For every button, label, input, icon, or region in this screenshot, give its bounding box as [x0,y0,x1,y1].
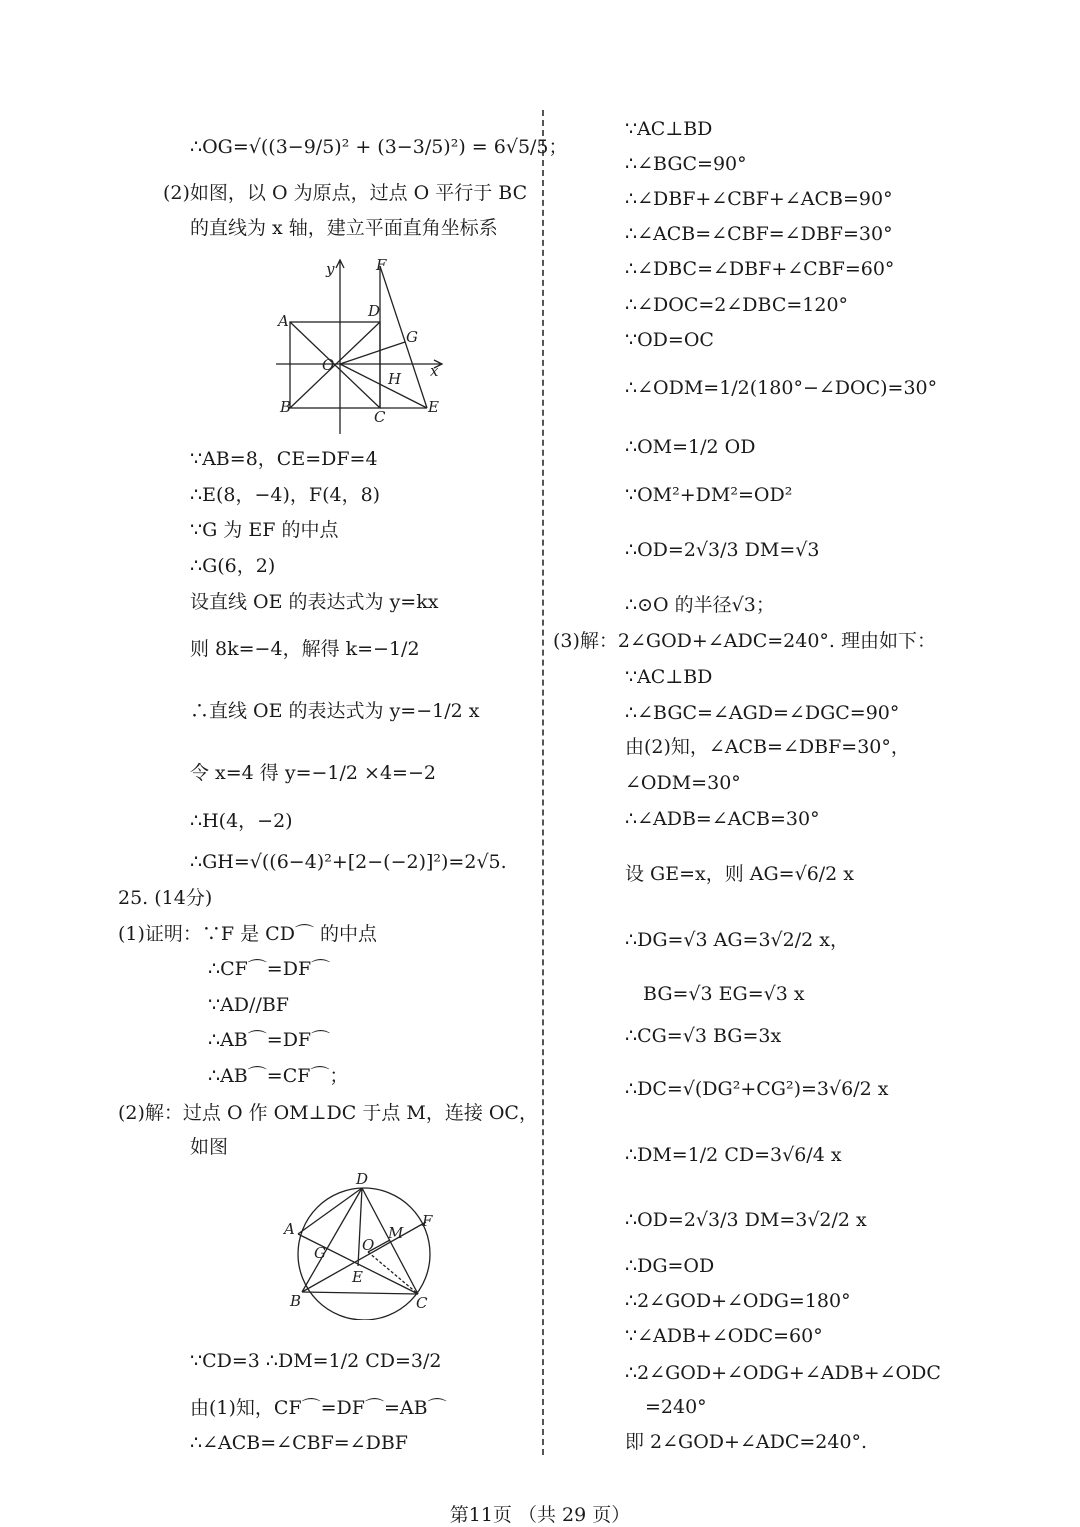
text-line: ∴CF⌒=DF⌒ [208,958,331,980]
text-line: ∴DC=√(DG²+CG²)=3√6/2 x [625,1078,889,1100]
text-line: ∴2∠GOD+∠ODG+∠ADB+∠ODC [625,1362,941,1384]
text-line: ∴CG=√3 BG=3x [625,1025,782,1047]
text-line: ∴∠DOC=2∠DBC=120° [625,294,849,316]
text-line: ∴E(8，−4)，F(4，8) [190,484,381,506]
text-line: (2)如图，以 O 为原点，过点 O 平行于 BC [163,182,528,204]
fig1-label: y [326,260,335,278]
text-line: 则 8k=−4，解得 k=−1/2 [190,638,420,660]
text-line: ∴DG=√3 AG=3√2/2 x， [625,929,850,951]
text-line: ∵AC⊥BD [625,118,713,140]
text-line: 由(1)知，CF⌒=DF⌒=AB⌒ [190,1397,447,1419]
text-line: 如图 [190,1136,229,1158]
text-line: (2)解：过点 O 作 OM⊥DC 于点 M，连接 OC， [118,1102,538,1124]
text-line: 由(2)知，∠ACB=∠DBF=30°， [625,736,910,758]
text-line: ∠ODM=30° [625,772,741,794]
text-line: ∴∠ADB=∠ACB=30° [625,808,820,830]
text-line: ∴∠DBF+∠CBF+∠ACB=90° [625,188,893,210]
text-line: ∵AB=8，CE=DF=4 [190,448,378,470]
fig2-label: C [416,1294,428,1312]
fig2-label: D [356,1170,369,1188]
fig1-label: A [278,312,289,330]
text-line: ∴∠DBC=∠DBF+∠CBF=60° [625,258,895,280]
text-line: 的直线为 x 轴，建立平面直角坐标系 [190,217,498,239]
text-line: ∴∠ODM=1/2(180°−∠DOC)=30° [625,377,938,399]
text-line: ∵OM²+DM²=OD² [625,484,793,506]
text-line: ∴DM=1/2 CD=3√6/4 x [625,1144,842,1166]
text-line: 令 x=4 得 y=−1/2 ×4=−2 [190,762,436,784]
text-line: ∴∠ACB=∠CBF=∠DBF=30° [625,223,893,245]
fig2-label: G [314,1244,326,1262]
text-line: 即 2∠GOD+∠ADC=240°. [625,1431,868,1453]
text-line: ∴H(4，−2) [190,810,293,832]
circle-figure [278,1170,448,1320]
fig2-label: E [352,1268,363,1286]
text-line: ∴DG=OD [625,1255,715,1277]
text-line: ∴G(6，2) [190,555,276,577]
text-line: BG=√3 EG=√3 x [643,983,805,1005]
text-line: ∵∠ADB+∠ODC=60° [625,1325,823,1347]
text-line: ∵AD//BF [208,994,289,1016]
column-divider [542,110,544,1455]
fig2-label: B [290,1292,302,1310]
text-line: ∴OM=1/2 OD [625,436,756,458]
fig1-label: G [406,328,418,346]
fig2-label: F [422,1212,433,1230]
text-line: (3)解：2∠GOD+∠ADC=240°. 理由如下： [553,630,937,652]
text-line: ∵OD=OC [625,329,714,351]
fig1-label: F [376,256,387,274]
text-line: ∵G 为 EF 的中点 [190,519,339,541]
text-line: 设直线 OE 的表达式为 y=kx [190,591,439,613]
text-line: ∴2∠GOD+∠ODG=180° [625,1290,851,1312]
text-line: ∴AB⌒=DF⌒ [208,1029,331,1051]
text-line: 设 GE=x，则 AG=√6/2 x [625,863,855,885]
fig1-label: B [280,398,292,416]
coordinate-figure [272,252,452,437]
page-footer: 第11页 （共 29 页） [449,1504,631,1526]
fig2-label: A [284,1220,295,1238]
text-line: ∴OD=2√3/3 DM=3√2/2 x [625,1209,867,1231]
text-line: ∴∠ACB=∠CBF=∠DBF [190,1432,408,1454]
question-number: 25. (14分) [118,887,213,909]
fig2-label: M [388,1224,404,1242]
text-line: ∵AC⊥BD [625,666,713,688]
fig2-label: O [362,1236,375,1254]
fig1-label: O [322,356,335,374]
text-line: ∴直线 OE 的表达式为 y=−1/2 x [190,700,480,722]
text-line: =240° [645,1396,707,1418]
fig1-label: x [430,362,439,380]
fig1-label: C [374,408,386,426]
fig1-label: H [388,370,402,388]
text-line: ∴OD=2√3/3 DM=√3 [625,539,820,561]
fig1-label: D [368,302,381,320]
text-line: ∴AB⌒=CF⌒； [208,1065,349,1087]
text-line: ∴⊙O 的半径√3； [625,594,775,616]
text-line: ∴OG=√((3−9/5)² + (3−3/5)²) = 6√5/5； [190,136,568,158]
text-line: ∴∠BGC=∠AGD=∠DGC=90° [625,702,900,724]
fig1-label: E [428,398,439,416]
text-line: ∵CD=3 ∴DM=1/2 CD=3/2 [190,1350,442,1372]
text-line: (1)证明：∵F 是 CD⌒ 的中点 [118,923,377,945]
text-line: ∴∠BGC=90° [625,153,747,175]
text-line: ∴GH=√((6−4)²+[2−(−2)]²)=2√5. [190,851,507,873]
